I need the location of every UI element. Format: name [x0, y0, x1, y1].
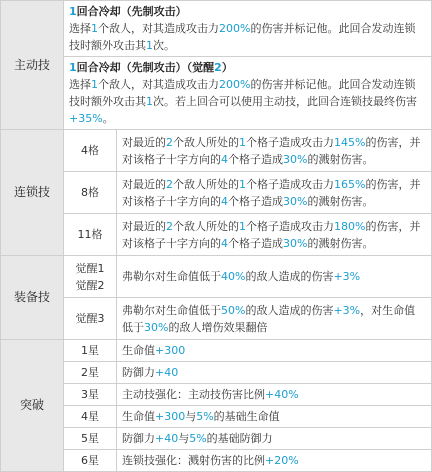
text-segment: 生命值 — [122, 410, 155, 423]
text-segment: 个敌人所处的 — [173, 177, 239, 191]
text-segment: 的伤害并标记他。此回合发动连锁技时额外攻击其 — [69, 22, 416, 52]
star-desc-cell — [117, 450, 432, 472]
active-skill-awakened-desc — [69, 76, 426, 127]
equip-skill-label: 装备技 — [1, 256, 64, 340]
highlight-value: 145% — [334, 135, 366, 149]
highlight-value: +300 — [155, 410, 186, 423]
text-segment: 个格子造成攻击力 — [246, 219, 334, 233]
text-segment: 主动技强化：主动技伤害比例 — [122, 388, 265, 401]
chain-skill-label: 连锁技 — [1, 130, 64, 256]
text-segment: 次。 — [153, 39, 175, 52]
highlight-value: +3% — [333, 303, 361, 317]
text-segment: 的伤害，并对该格子十字方向的 — [122, 135, 421, 166]
active-skill-base-desc — [69, 20, 426, 54]
text-segment: 选择 — [69, 22, 91, 35]
equip-desc-cell — [117, 298, 432, 340]
text-segment: 对最近的 — [122, 219, 166, 233]
star-desc-cell — [117, 406, 432, 428]
highlight-value: 4 — [221, 152, 228, 166]
highlight-value: +300 — [155, 344, 186, 357]
chain-desc-cell — [117, 130, 432, 172]
text-segment: 个敌人，对其造成攻击力 — [98, 22, 219, 35]
text-segment: 的溅射伤害。 — [307, 194, 374, 208]
star-desc-cell — [117, 384, 432, 406]
text-segment: 个敌人，对其造成攻击力 — [98, 78, 219, 91]
active-skill-base — [64, 1, 432, 57]
text-segment: 个格子造成 — [228, 194, 283, 208]
text-segment: 对最近的 — [122, 177, 166, 191]
star-desc-cell — [117, 428, 432, 450]
highlight-value: 1 — [146, 95, 153, 108]
active-skill-label: 主动技 — [1, 1, 64, 130]
star-cell: 4星 — [64, 406, 117, 428]
highlight-value: 30% — [283, 152, 308, 166]
highlight-value: 1 — [146, 39, 153, 52]
chain-grid-cell: 4格 — [64, 130, 117, 172]
text-segment: 弗勒尔对生命值低于 — [122, 270, 221, 283]
text-segment: 的基础防御力 — [206, 432, 273, 445]
active-skill-awakened-title: 1回合冷却（先制攻击）（觉醒2） — [69, 61, 233, 74]
highlight-value: 50% — [221, 303, 246, 317]
text-segment: 防御力 — [122, 366, 155, 379]
highlight-value: +3% — [333, 270, 361, 283]
star-cell: 6星 — [64, 450, 117, 472]
equip-desc-cell — [117, 256, 432, 298]
highlight-value: 30% — [144, 320, 169, 334]
highlight-value: 2 — [166, 135, 173, 149]
highlight-value: +35% — [69, 112, 103, 125]
highlight-value: +40 — [155, 366, 179, 379]
text-segment: 与 — [185, 410, 197, 423]
text-segment: 的伤害，并对该格子十字方向的 — [122, 219, 421, 250]
text-segment: 生命值 — [122, 344, 155, 357]
chain-grid-cell: 11格 — [64, 214, 117, 256]
highlight-value: 4 — [221, 236, 228, 250]
text-segment: ，对生命值低于 — [122, 303, 416, 334]
equip-level-cell: 觉醒3 — [64, 298, 117, 340]
highlight-value: 5% — [189, 432, 207, 445]
star-cell: 3星 — [64, 384, 117, 406]
highlight-value: 1 — [91, 78, 98, 91]
breakthrough-label: 突破 — [1, 340, 64, 472]
text-segment: 的溅射伤害。 — [307, 236, 374, 250]
text-segment: 的伤害，并对该格子十字方向的 — [122, 177, 421, 208]
text-segment: 的敌人增伤效果翻倍 — [168, 320, 268, 334]
text-segment: 弗勒尔对生命值低于 — [122, 303, 221, 317]
highlight-value: +20% — [265, 454, 299, 467]
active-skill-awakened — [64, 57, 432, 130]
highlight-value: 40% — [221, 270, 246, 283]
text-segment: 的敌人造成的伤害 — [245, 270, 334, 283]
active-skill-base-title: 1回合冷却（先制攻击） — [69, 5, 187, 18]
highlight-value: +40% — [265, 388, 299, 401]
star-cell: 2星 — [64, 362, 117, 384]
highlight-value: 1 — [239, 219, 246, 233]
text-segment: 连锁技强化：溅射伤害的比例 — [122, 454, 265, 467]
text-segment: 个格子造成 — [228, 236, 283, 250]
text-segment: 选择 — [69, 78, 91, 91]
highlight-value: 200% — [219, 78, 251, 91]
text-segment: 个格子造成攻击力 — [246, 177, 334, 191]
text-segment: 对最近的 — [122, 135, 166, 149]
text-segment: 。 — [102, 112, 114, 125]
text-segment: 次。若上回合可以使用主动技，此回合连锁技最终伤害 — [153, 95, 417, 108]
highlight-value: 165% — [334, 177, 366, 191]
highlight-value: 2 — [166, 177, 173, 191]
text-segment: 的敌人造成的伤害 — [245, 303, 334, 317]
highlight-value: 30% — [283, 236, 308, 250]
text-segment: 的伤害并标记他。此回合发动连锁技时额外攻击其 — [69, 78, 416, 108]
star-desc-cell — [117, 362, 432, 384]
highlight-value: 1 — [91, 22, 98, 35]
highlight-value: 180% — [334, 219, 366, 233]
text-segment: 防御力 — [122, 432, 155, 445]
text-segment: 个格子造成攻击力 — [246, 135, 334, 149]
chain-desc-cell — [117, 172, 432, 214]
star-cell: 5星 — [64, 428, 117, 450]
text-segment: 与 — [178, 432, 190, 445]
star-desc-cell — [117, 340, 432, 362]
highlight-value: 200% — [219, 22, 251, 35]
highlight-value: 5% — [196, 410, 214, 423]
highlight-value: +40 — [155, 432, 179, 445]
text-segment: 的基础生命值 — [213, 410, 280, 423]
highlight-value: 2 — [166, 219, 173, 233]
equip-level-cell: 觉醒1 觉醒2 — [64, 256, 117, 298]
text-segment: 个敌人所处的 — [173, 219, 239, 233]
highlight-value: 4 — [221, 194, 228, 208]
text-segment: 个格子造成 — [228, 152, 283, 166]
text-segment: 个敌人所处的 — [173, 135, 239, 149]
chain-desc-cell — [117, 214, 432, 256]
highlight-value: 1 — [239, 177, 246, 191]
highlight-value: 1 — [239, 135, 246, 149]
chain-grid-cell: 8格 — [64, 172, 117, 214]
star-cell: 1星 — [64, 340, 117, 362]
highlight-value: 30% — [283, 194, 308, 208]
text-segment: 的溅射伤害。 — [307, 152, 374, 166]
